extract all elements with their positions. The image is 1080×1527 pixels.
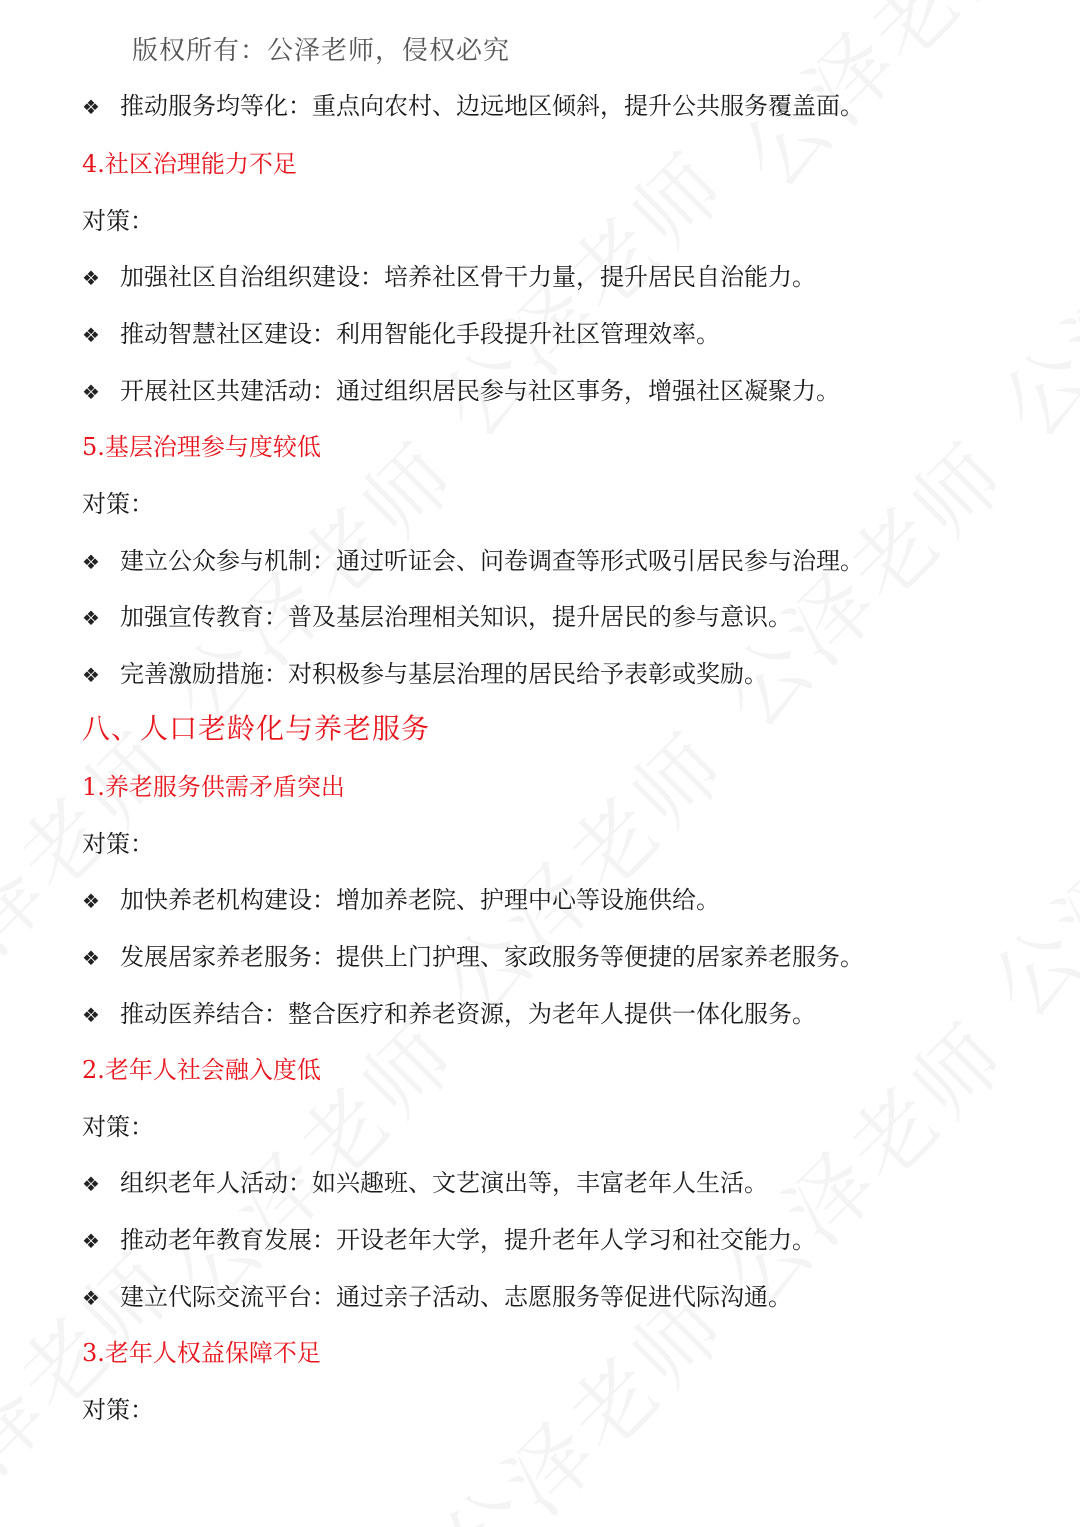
countermeasure-label: 对策： <box>82 830 154 858</box>
list-item <box>82 998 816 1031</box>
list-item-text: 组织老年人活动：如兴趣班、文艺演出等，丰富老年人生活。 <box>120 1169 768 1197</box>
copyright-notice: 版权所有：公泽老师，侵权必究 <box>132 36 511 66</box>
list-item-text: 发展居家养老服务：提供上门护理、家政服务等便捷的居家养老服务。 <box>120 943 864 971</box>
list-item-text: 建立公众参与机制：通过听证会、问卷调查等形式吸引居民参与治理。 <box>120 547 864 575</box>
diamond-bullet-icon: ❖ <box>82 663 100 687</box>
watermark <box>0 700 200 1040</box>
diamond-bullet-icon: ❖ <box>82 380 100 404</box>
countermeasure-label: 对策： <box>82 1396 154 1424</box>
list-item <box>82 318 720 351</box>
watermark <box>140 990 480 1330</box>
list-item-text: 加强社区自治组织建设：培养社区骨干力量，提升居民自治能力。 <box>120 263 816 291</box>
list-item-text: 推动智慧社区建设：利用智能化手段提升社区管理效率。 <box>120 320 720 348</box>
countermeasure-label: 对策： <box>82 207 154 235</box>
list-item-text: 推动服务均等化：重点向农村、边远地区倾斜，提升公共服务覆盖面。 <box>120 92 864 120</box>
list-item-text: 加强宣传教育：普及基层治理相关知识，提升居民的参与意识。 <box>120 603 792 631</box>
diamond-bullet-icon: ❖ <box>82 95 100 119</box>
list-item-text: 推动医养结合：整合医疗和养老资源，为老年人提供一体化服务。 <box>120 1000 816 1028</box>
subsection-heading: 5.基层治理参与度较低 <box>82 433 321 461</box>
list-item-text: 推动老年教育发展：开设老年大学，提升老年人学习和社交能力。 <box>120 1226 816 1254</box>
diamond-bullet-icon: ❖ <box>82 323 100 347</box>
subsection-heading: 2.老年人社会融入度低 <box>82 1056 321 1084</box>
watermark <box>690 990 1030 1330</box>
list-item <box>82 1224 816 1257</box>
watermark <box>0 1220 200 1527</box>
watermark <box>410 700 750 1040</box>
list-item <box>82 1281 792 1314</box>
list-item <box>82 1167 768 1200</box>
list-item <box>82 90 864 123</box>
diamond-bullet-icon: ❖ <box>82 1172 100 1196</box>
subsection-heading: 1.养老服务供需矛盾突出 <box>82 773 345 801</box>
diamond-bullet-icon: ❖ <box>82 889 100 913</box>
diamond-bullet-icon: ❖ <box>82 1229 100 1253</box>
diamond-bullet-icon: ❖ <box>82 946 100 970</box>
diamond-bullet-icon: ❖ <box>82 606 100 630</box>
watermark <box>970 120 1080 460</box>
list-item <box>82 601 792 634</box>
countermeasure-label: 对策： <box>82 1113 154 1141</box>
subsection-heading: 4.社区治理能力不足 <box>82 150 297 178</box>
diamond-bullet-icon: ❖ <box>82 550 100 574</box>
list-item-text: 加快养老机构建设：增加养老院、护理中心等设施供给。 <box>120 886 720 914</box>
list-item-text: 完善激励措施：对积极参与基层治理的居民给予表彰或奖励。 <box>120 660 768 688</box>
list-item <box>82 375 840 408</box>
list-item <box>82 545 864 578</box>
list-item-text: 开展社区共建活动：通过组织居民参与社区事务，增强社区凝聚力。 <box>120 377 840 405</box>
countermeasure-label: 对策： <box>82 490 154 518</box>
list-item <box>82 884 720 917</box>
section-heading: 八、人口老龄化与养老服务 <box>82 712 431 745</box>
list-item <box>82 261 816 294</box>
watermark <box>960 700 1080 1040</box>
list-item-text: 建立代际交流平台：通过亲子活动、志愿服务等促进代际沟通。 <box>120 1283 792 1311</box>
list-item <box>82 941 864 974</box>
diamond-bullet-icon: ❖ <box>82 1286 100 1310</box>
subsection-heading: 3.老年人权益保障不足 <box>82 1339 321 1367</box>
diamond-bullet-icon: ❖ <box>82 1003 100 1027</box>
diamond-bullet-icon: ❖ <box>82 266 100 290</box>
watermark <box>690 410 1030 750</box>
list-item <box>82 658 768 691</box>
